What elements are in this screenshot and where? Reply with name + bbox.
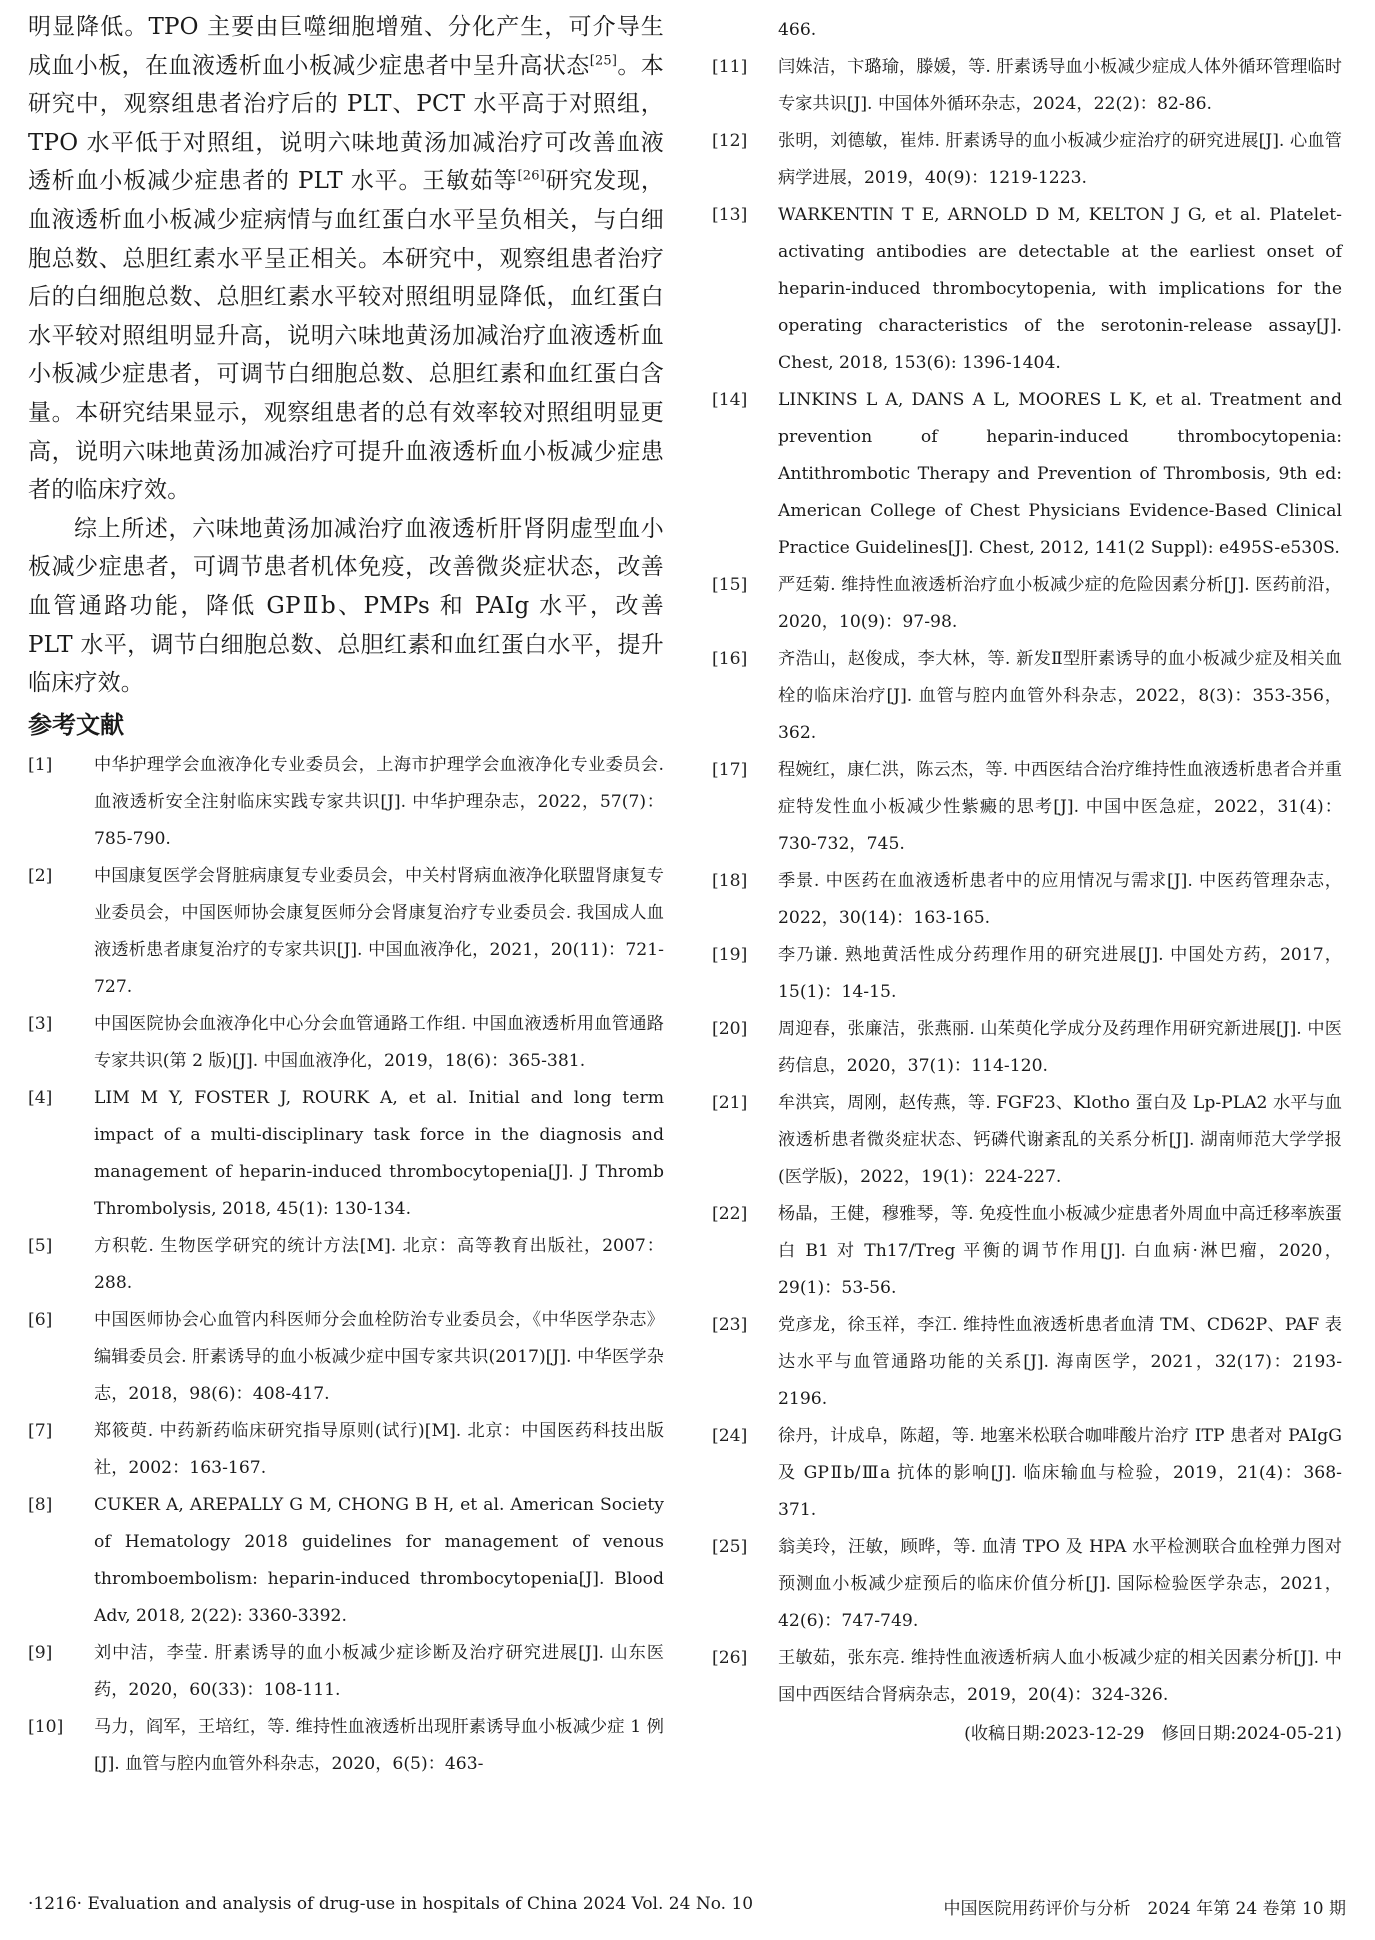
right-column (712, 12, 1342, 1753)
reference-item (712, 1196, 1342, 1307)
reference-text: 周迎春，张廉洁，张燕丽. 山茱萸化学成分及药理作用研究新进展[J]. 中医药信息，2020，37(1)：114-120. (778, 1019, 1342, 1076)
reference-item (712, 1085, 1342, 1196)
reference-item (712, 1418, 1342, 1529)
reference-item (712, 1011, 1342, 1085)
reference-item (28, 858, 664, 1006)
reference-item (28, 1302, 664, 1413)
reference-list-left (28, 747, 664, 1783)
reference-text: 程婉红，康仁洪，陈云杰，等. 中西医结合治疗维持性血液透析患者合并重症特发性血小板减少性紫癜的思考[J]. 中国中医急症，2022，31(4)：730-732，745. (778, 760, 1342, 854)
reference-number: [18] (712, 871, 748, 891)
reference-item (28, 1080, 664, 1228)
reference-item (712, 382, 1342, 567)
reference-text: 季景. 中医药在血液透析患者中的应用情况与需求[J]. 中医药管理杂志，2022，30(14)：163-165. (778, 871, 1342, 928)
reference-text: 中国医院协会血液净化中心分会血管通路工作组. 中国血液透析用血管通路专家共识(第 2 版)[J]. 中国血液净化，2019，18(6)：365-381. (94, 1013, 664, 1071)
reference-item (712, 1307, 1342, 1418)
reference-item (28, 1228, 664, 1302)
reference-item (712, 567, 1342, 641)
reference-number: [6] (28, 1309, 53, 1330)
reference-10-continuation: 466. (778, 20, 817, 40)
reference-text: 牟洪宾，周刚，赵传燕，等. FGF23、Klotho 蛋白及 Lp-PLA2 水平与血液透析患者微炎症状态、钙磷代谢紊乱的关系分析[J]. 湖南师范大学学报(医学版)，2022，19(1)：224-227. (778, 1093, 1342, 1187)
reference-number: [15] (712, 575, 748, 595)
reference-text: 党彦龙，徐玉祥，李江. 维持性血液透析患者血清 TM、CD62P、PAF 表达水平与血管通路功能的关系[J]. 海南医学，2021，32(17)：2193-2196. (778, 1315, 1342, 1409)
reference-number: [16] (712, 649, 748, 669)
citation-26[interactable]: [26] (517, 168, 545, 184)
reference-text: 马力，阎军，王培红，等. 维持性血液透析出现肝素诱导血小板减少症 1 例[J]. 血管与腔内血管外科杂志，2020，6(5)：463- (94, 1716, 664, 1774)
reference-item (28, 747, 664, 858)
reference-number: [8] (28, 1494, 53, 1515)
reference-text: 严廷菊. 维持性血液透析治疗血小板减少症的危险因素分析[J]. 医药前沿，2020，10(9)：97-98. (778, 575, 1342, 632)
reference-number: [14] (712, 390, 748, 410)
reference-text: 徐丹，计成阜，陈超，等. 地塞米松联合咖啡酸片治疗 ITP 患者对 PAIgG 及 GPⅡb/Ⅲa 抗体的影响[J]. 临床输血与检验，2019，21(4)：368-371. (778, 1426, 1342, 1520)
reference-text: 刘中洁，李莹. 肝素诱导的血小板减少症诊断及治疗研究进展[J]. 山东医药，2020，60(33)：108-111. (94, 1642, 664, 1700)
references-heading: 参考文献 (28, 710, 124, 739)
reference-item (28, 1413, 664, 1487)
reference-item (712, 197, 1342, 382)
reference-text: 中华护理学会血液净化专业委员会，上海市护理学会血液净化专业委员会. 血液透析安全注射临床实践专家共识[J]. 中华护理杂志，2022，57(7)：785-790. (94, 754, 664, 849)
reference-item (28, 1487, 664, 1635)
reference-number: [4] (28, 1087, 53, 1108)
reference-item (28, 1635, 664, 1709)
reference-text: 方积乾. 生物医学研究的统计方法[M]. 北京：高等教育出版社，2007：288. (94, 1235, 664, 1293)
reference-number: [5] (28, 1235, 53, 1256)
reference-text: 王敏茹，张东亮. 维持性血液透析病人血小板减少症的相关因素分析[J]. 中国中西医结合肾病杂志，2019，20(4)：324-326. (778, 1648, 1342, 1705)
reference-text: 翁美玲，汪敏，顾晔，等. 血清 TPO 及 HPA 水平检测联合血栓弹力图对预测血小板减少症预后的临床价值分析[J]. 国际检验医学杂志，2021，42(6)：747-749. (778, 1537, 1342, 1631)
body-text: 研究发现，血液透析血小板减少症病情与血红蛋白水平呈负相关，与白细胞总数、总胆红素水平呈正相关。本研究中，观察组患者治疗后的白细胞总数、总胆红素水平较对照组明显降低，血红蛋白水平较对照组明显升高，说明六味地黄汤加减治疗血液透析血小板减少症患者，可调节白细胞总数、总胆红素和血红蛋白含量。本研究结果显示，观察组患者的总有效率较对照组明显更高，说明六味地黄汤加减治疗可提升血液透析血小板减少症患者的临床疗效。 (28, 168, 665, 504)
reference-number: [1] (28, 754, 53, 775)
body-paragraph-1 (28, 8, 664, 510)
reference-text: 闫姝洁，卞璐瑜，滕媛，等. 肝素诱导血小板减少症成人体外循环管理临时专家共识[J]. 中国体外循环杂志，2024，22(2)：82-86. (778, 57, 1342, 114)
reference-number: [20] (712, 1019, 748, 1039)
reference-text: 郑筱萸. 中药新药临床研究指导原则(试行)[M]. 北京：中国医药科技出版社，2002：163-167. (94, 1420, 664, 1478)
reference-text: LIM M Y, FOSTER J, ROURK A, et al. Initial and long term impact of a multi-disciplinary task force in the diagnosis and management of heparin-induced thrombocytopenia[J]. J Thromb Thrombolysis, 2018, 45(1): 130-134. (94, 1087, 664, 1219)
reference-number: [22] (712, 1204, 748, 1224)
left-column (28, 8, 664, 1783)
reference-number: [17] (712, 760, 748, 780)
footer-right: 中国医院用药评价与分析 2024 年第 24 卷第 10 期 (943, 1899, 1346, 1919)
reference-item (712, 123, 1342, 197)
reference-number: [23] (712, 1315, 748, 1335)
reference-item (712, 863, 1342, 937)
reference-number: [9] (28, 1642, 53, 1663)
reference-text: CUKER A, AREPALLY G M, CHONG B H, et al. American Society of Hematology 2018 guidelines for management of venous thromboembolism: heparin-induced thrombocytopenia[J]. Blood Adv, 2018, 2(22): 3360-3392. (94, 1494, 664, 1626)
footer-left: ·1216· Evaluation and analysis of drug-use in hospitals of China 2024 Vol. 24 No. 10 (28, 1894, 754, 1914)
reference-item (712, 1640, 1342, 1714)
reference-text: 杨晶，王健，穆雅琴，等. 免疫性血小板减少症患者外周血中高迁移率族蛋白 B1 对 Th17/Treg 平衡的调节作用[J]. 白血病·淋巴瘤，2020，29(1)：53-56. (778, 1204, 1342, 1298)
reference-item (712, 937, 1342, 1011)
reference-text: WARKENTIN T E, ARNOLD D M, KELTON J G, et al. Platelet-activating antibodies are detectable at the earliest onset of heparin-induced thrombocytopenia, with implications for the operating characteristics of the serotonin-release assay[J]. Chest, 2018, 153(6): 1396-1404. (778, 205, 1342, 373)
reference-number: [13] (712, 205, 748, 225)
reference-item (28, 1006, 664, 1080)
reference-text: 张明，刘德敏，崔炜. 肝素诱导的血小板减少症治疗的研究进展[J]. 心血管病学进展，2019，40(9)：1219-1223. (778, 131, 1342, 188)
reference-text: 中国康复医学会肾脏病康复专业委员会，中关村肾病血液净化联盟肾康复专业委员会，中国医师协会康复医师分会肾康复治疗专业委员会. 我国成人血液透析患者康复治疗的专家共识[J]. 中国血液净化，2021，20(11)：721-727. (94, 865, 664, 997)
citation-25[interactable]: [25] (589, 52, 618, 68)
reference-number: [11] (712, 57, 748, 77)
reference-item (712, 641, 1342, 752)
reference-item (712, 49, 1342, 123)
reference-number: [3] (28, 1013, 53, 1034)
reference-text: LINKINS L A, DANS A L, MOORES L K, et al. Treatment and prevention of heparin-induced thrombocytopenia: Antithrombotic Therapy and Prevention of Thrombosis, 9th ed: American College of Chest Physicians Evidence-Based Clinical Practice Guidelines[J]. Chest, 2012, 141(2 Suppl): e495S-e530S. (778, 390, 1342, 558)
reference-text: 中国医师协会心血管内科医师分会血栓防治专业委员会，《中华医学杂志》编辑委员会. 肝素诱导的血小板减少症中国专家共识(2017)[J]. 中华医学杂志，2018，98(6)：408-417. (94, 1309, 664, 1404)
reference-number: [25] (712, 1537, 748, 1557)
reference-number: [24] (712, 1426, 748, 1446)
reference-number: [10] (28, 1716, 64, 1737)
reference-number: [12] (712, 131, 748, 151)
reference-text: 齐浩山，赵俊成，李大林，等. 新发Ⅱ型肝素诱导的血小板减少症及相关血栓的临床治疗[J]. 血管与腔内血管外科杂志，2022，8(3)：353-356，362. (778, 649, 1342, 743)
page-footer (28, 1894, 1346, 1919)
reference-list-right (712, 49, 1342, 1714)
reference-number: [21] (712, 1093, 748, 1113)
body-paragraph-2: 综上所述，六味地黄汤加减治疗血液透析肝肾阴虚型血小板减少症患者，可调节患者机体免疫，改善微炎症状态，改善血管通路功能，降低 GPⅡb、PMPs 和 PAIg 水平，改善 PLT 水平，调节白细胞总数、总胆红素和血红蛋白水平，提升临床疗效。 (28, 515, 664, 697)
body-text: 。本研究中，观察组患者治疗后的 PLT、PCT 水平高于对照组，TPO 水平低于对照组，说明六味地黄汤加减治疗可改善血液透析血小板减少症患者的 PLT 水平。王敏茹等 (28, 52, 664, 195)
reference-text: 李乃谦. 熟地黄活性成分药理作用的研究进展[J]. 中国处方药，2017，15(1)：14-15. (778, 945, 1342, 1002)
reference-item (712, 752, 1342, 863)
reference-item (712, 1529, 1342, 1640)
reference-number: [2] (28, 865, 53, 886)
reference-item (28, 1709, 664, 1783)
reference-number: [19] (712, 945, 748, 965)
reference-number: [26] (712, 1648, 748, 1668)
body-text: 明显降低。TPO 主要由巨噬细胞增殖、分化产生，可介导生成血小板，在血液透析血小板减少症患者中呈升高状态 (28, 14, 664, 79)
reference-number: [7] (28, 1420, 53, 1441)
received-dates: (收稿日期:2023-12-29 修回日期:2024-05-21) (964, 1724, 1342, 1744)
